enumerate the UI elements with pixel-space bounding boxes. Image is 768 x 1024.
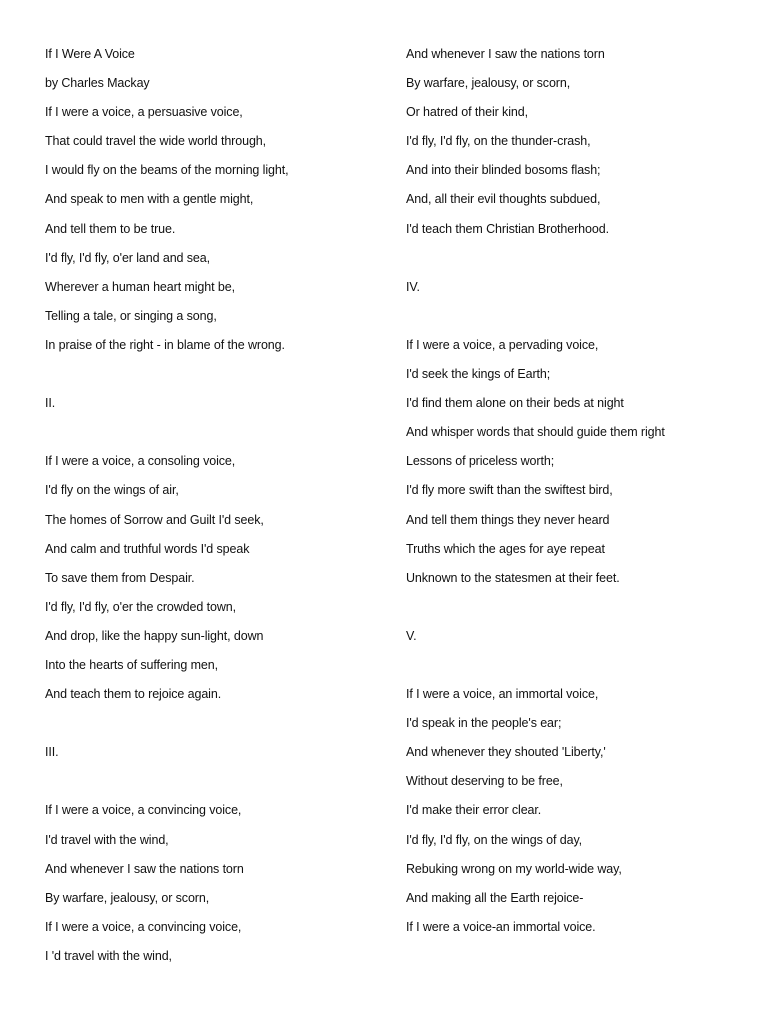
text-line: And making all the Earth rejoice- — [406, 890, 584, 905]
text-line: And whenever I saw the nations torn — [45, 861, 244, 876]
text-line — [45, 363, 375, 392]
text-line: by Charles Mackay — [45, 76, 150, 91]
text-line: I'd find them alone on their beds at night — [406, 396, 624, 411]
left-text-column — [45, 43, 375, 974]
text-line: Telling a tale, or singing a song, — [45, 308, 217, 323]
text-line: I'd fly, I'd fly, o'er the crowded town, — [45, 599, 236, 614]
text-line: And whenever they shouted 'Liberty,' — [406, 745, 606, 760]
text-line: Lessons of priceless worth; — [406, 454, 555, 469]
text-line: And whisper words that should guide them right — [406, 425, 665, 440]
text-line: Or hatred of their kind, — [406, 105, 528, 120]
text-line — [45, 770, 375, 799]
text-line: By warfare, jealousy, or scorn, — [406, 76, 571, 91]
text-line: I'd fly, I'd fly, on the wings of day, — [406, 832, 583, 847]
text-line: I'd travel with the wind, — [45, 832, 169, 847]
text-line: Rebuking wrong on my world-wide way, — [406, 861, 622, 876]
text-line: I'd fly, I'd fly, on the thunder-crash, — [406, 134, 591, 149]
text-line: I would fly on the beams of the morning light, — [45, 163, 289, 178]
text-line: And, all their evil thoughts subdued, — [406, 192, 601, 207]
text-line: Into the hearts of suffering men, — [45, 657, 218, 672]
text-line — [45, 712, 375, 741]
text-line — [406, 596, 746, 625]
text-line: If I were a voice, a consoling voice, — [45, 454, 236, 469]
text-line: I 'd travel with the wind, — [45, 948, 172, 963]
text-line: If I Were A Voice — [45, 47, 135, 61]
text-line: And tell them things they never heard — [406, 512, 610, 527]
text-line: If I were a voice-an immortal voice. — [406, 919, 596, 934]
text-line: II. — [45, 396, 56, 411]
text-line: I'd fly on the wings of air, — [45, 483, 179, 498]
right-text-column — [406, 43, 746, 945]
text-line: Truths which the ages for aye repeat — [406, 541, 605, 556]
text-line — [406, 305, 746, 334]
text-line: If I were a voice, an immortal voice, — [406, 687, 599, 702]
text-line: If I were a voice, a persuasive voice, — [45, 105, 243, 120]
text-line: I'd speak in the people's ear; — [406, 716, 562, 731]
text-line: By warfare, jealousy, or scorn, — [45, 890, 210, 905]
text-line: V. — [406, 628, 417, 643]
text-line: I'd fly more swift than the swiftest bird, — [406, 483, 613, 498]
text-line: That could travel the wide world through, — [45, 134, 267, 149]
text-line: And teach them to rejoice again. — [45, 687, 222, 702]
text-line: III. — [45, 745, 59, 760]
text-line: I'd make their error clear. — [406, 803, 542, 818]
text-line: And whenever I saw the nations torn — [406, 47, 605, 61]
text-line: To save them from Despair. — [45, 570, 195, 585]
text-line: I'd fly, I'd fly, o'er land and sea, — [45, 250, 210, 265]
text-line — [406, 654, 746, 683]
text-line: And into their blinded bosoms flash; — [406, 163, 601, 178]
text-line: Without deserving to be free, — [406, 774, 563, 789]
text-line — [45, 421, 375, 450]
text-line: IV. — [406, 279, 420, 294]
text-line: The homes of Sorrow and Guilt I'd seek, — [45, 512, 264, 527]
text-line: I'd seek the kings of Earth; — [406, 367, 551, 382]
text-line: Unknown to the statesmen at their feet. — [406, 570, 620, 585]
text-line — [406, 247, 746, 276]
text-line: And tell them to be true. — [45, 221, 176, 236]
text-line: And calm and truthful words I'd speak — [45, 541, 250, 556]
text-line: If I were a voice, a convincing voice, — [45, 803, 242, 818]
text-line: In praise of the right - in blame of the wrong. — [45, 337, 285, 352]
text-line: And drop, like the happy sun-light, down — [45, 628, 264, 643]
text-line: I'd teach them Christian Brotherhood. — [406, 221, 609, 236]
text-line: If I were a voice, a pervading voice, — [406, 337, 599, 352]
text-line: If I were a voice, a convincing voice, — [45, 919, 242, 934]
text-line: Wherever a human heart might be, — [45, 279, 235, 294]
text-line: And speak to men with a gentle might, — [45, 192, 254, 207]
